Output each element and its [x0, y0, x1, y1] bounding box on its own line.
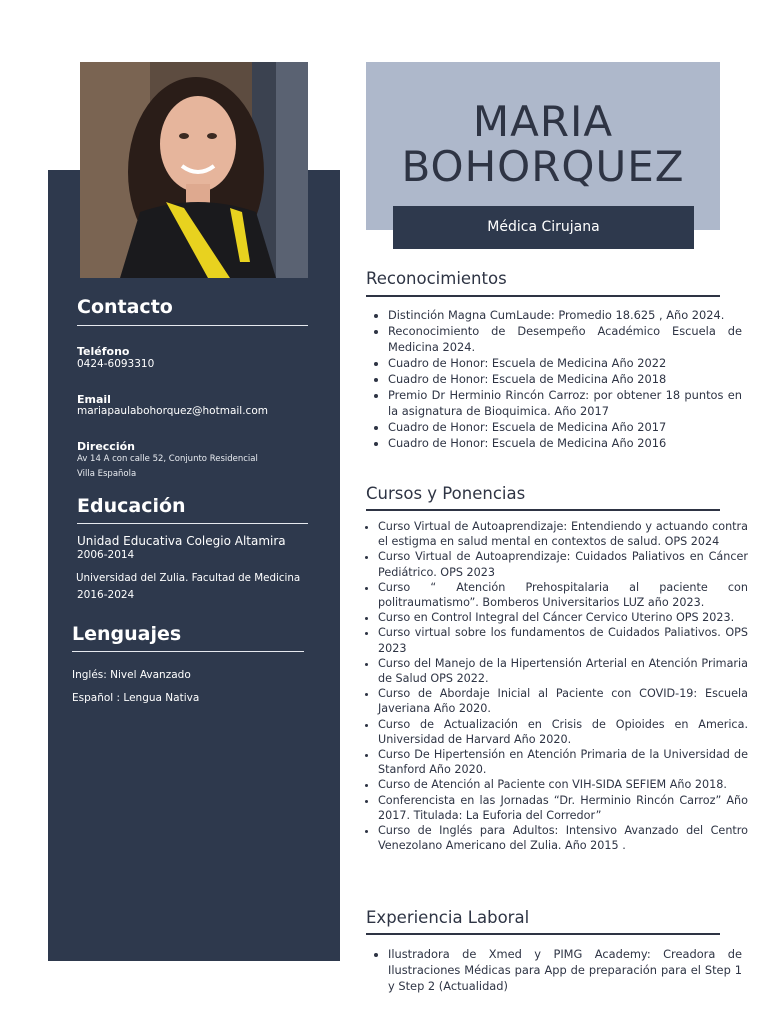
name-first: MARIA	[472, 97, 614, 146]
education-divider	[77, 523, 308, 524]
address-line-1: Av 14 A con calle 52, Conjunto Residencial	[77, 454, 258, 464]
recognitions-heading: Reconocimientos	[366, 269, 507, 288]
phone-value: 0424-6093310	[77, 358, 155, 370]
list-item: • Ilustradora de Xmed y PIMG Academy: Creadora de Ilustraciones Médicas para App de preparación para el Step 1 y Step 2 (Actualidad)	[388, 946, 742, 994]
experience-heading: Experiencia Laboral	[366, 908, 530, 927]
education-years-2: 2016-2024	[77, 589, 135, 601]
education-years-1: 2006-2014	[77, 549, 135, 561]
phone-label: Teléfono	[77, 345, 130, 358]
sidebar-panel	[48, 170, 340, 961]
list-item: • Curso de Abordaje Inicial al Paciente con COVID-19: Escuela Javeriana Año 2020.	[378, 686, 748, 716]
list-item: • Curso “ Atención Prehospitalaria al paciente con politraumatismo”. Bomberos Universitarios LUZ año 2023.	[378, 580, 748, 610]
list-item: • Curso de Inglés para Adultos: Intensivo Avanzado del Centro Venezolano Americano del Zulia. Año 2015 .	[378, 823, 748, 853]
contact-heading: Contacto	[77, 296, 173, 318]
languages-divider	[72, 651, 304, 652]
recognitions-divider	[366, 295, 720, 297]
experience-list	[366, 946, 742, 994]
experience-divider	[366, 933, 720, 935]
courses-heading: Cursos y Ponencias	[366, 484, 526, 503]
list-item: • Curso del Manejo de la Hipertensión Arterial en Atención Primaria de Salud OPS 2022.	[378, 656, 748, 686]
education-school-1: Unidad Educativa Colegio Altamira	[77, 534, 286, 548]
list-item: • Curso de Atención al Paciente con VIH-SIDA SEFIEM Año 2018.	[378, 777, 748, 792]
list-item: • Curso Virtual de Autoaprendizaje: Entendiendo y actuando contra el estigma en salud mental en contextos de salud. OPS 2024	[378, 519, 748, 549]
list-item: • Conferencista en las Jornadas “Dr. Herminio Rincón Carroz” Año 2017. Titulada: La Euforia del Corredor”	[378, 793, 748, 823]
language-english: Inglés: Nivel Avanzado	[72, 669, 191, 681]
address-label: Dirección	[77, 440, 135, 453]
list-item: • Curso en Control Integral del Cáncer Cervico Uterino OPS 2023.	[378, 610, 748, 625]
address-line-2: Villa Española	[77, 469, 137, 479]
list-item: • Cuadro de Honor: Escuela de Medicina Año 2016	[388, 435, 742, 451]
list-item: • Cuadro de Honor: Escuela de Medicina Año 2018	[388, 371, 742, 387]
list-item: • Distinción Magna CumLaude: Promedio 18.625 , Año 2024.	[388, 307, 742, 323]
list-item: • Premio Dr Herminio Rincón Carroz: por obtener 18 puntos en la asignatura de Bioquimica. Año 2017	[388, 387, 742, 419]
list-item: • Cuadro de Honor: Escuela de Medicina Año 2017	[388, 419, 742, 435]
list-item: • Curso De Hipertensión en Atención Primaria de la Universidad de Stanford Año 2020.	[378, 747, 748, 777]
courses-list	[356, 519, 748, 853]
education-heading: Educación	[77, 495, 186, 517]
portrait-illustration	[80, 62, 308, 278]
profile-photo	[80, 62, 308, 278]
role-badge: Médica Cirujana	[393, 206, 694, 249]
list-item: • Reconocimiento de Desempeño Académico Escuela de Medicina 2024.	[388, 323, 742, 355]
list-item: • Curso de Actualización en Crisis de Opioides en America. Universidad de Harvard Año 2020.	[378, 717, 748, 747]
education-school-2: Universidad del Zulia. Facultad de Medicina	[76, 572, 301, 584]
list-item: • Cuadro de Honor: Escuela de Medicina Año 2022	[388, 355, 742, 371]
contact-divider	[77, 325, 308, 326]
recognitions-list	[366, 307, 742, 451]
email-label: Email	[77, 393, 111, 406]
courses-divider	[366, 509, 720, 511]
email-value: mariapaulabohorquez@hotmail.com	[77, 405, 268, 417]
language-spanish: Español : Lengua Nativa	[72, 692, 200, 704]
languages-heading: Lenguajes	[72, 623, 182, 645]
list-item: • Curso Virtual de Autoaprendizaje: Cuidados Paliativos en Cáncer Pediátrico. OPS 2023	[378, 549, 748, 579]
list-item: • Curso virtual sobre los fundamentos de Cuidados Paliativos. OPS 2023	[378, 625, 748, 655]
name-last: BOHORQUEZ	[401, 142, 685, 191]
